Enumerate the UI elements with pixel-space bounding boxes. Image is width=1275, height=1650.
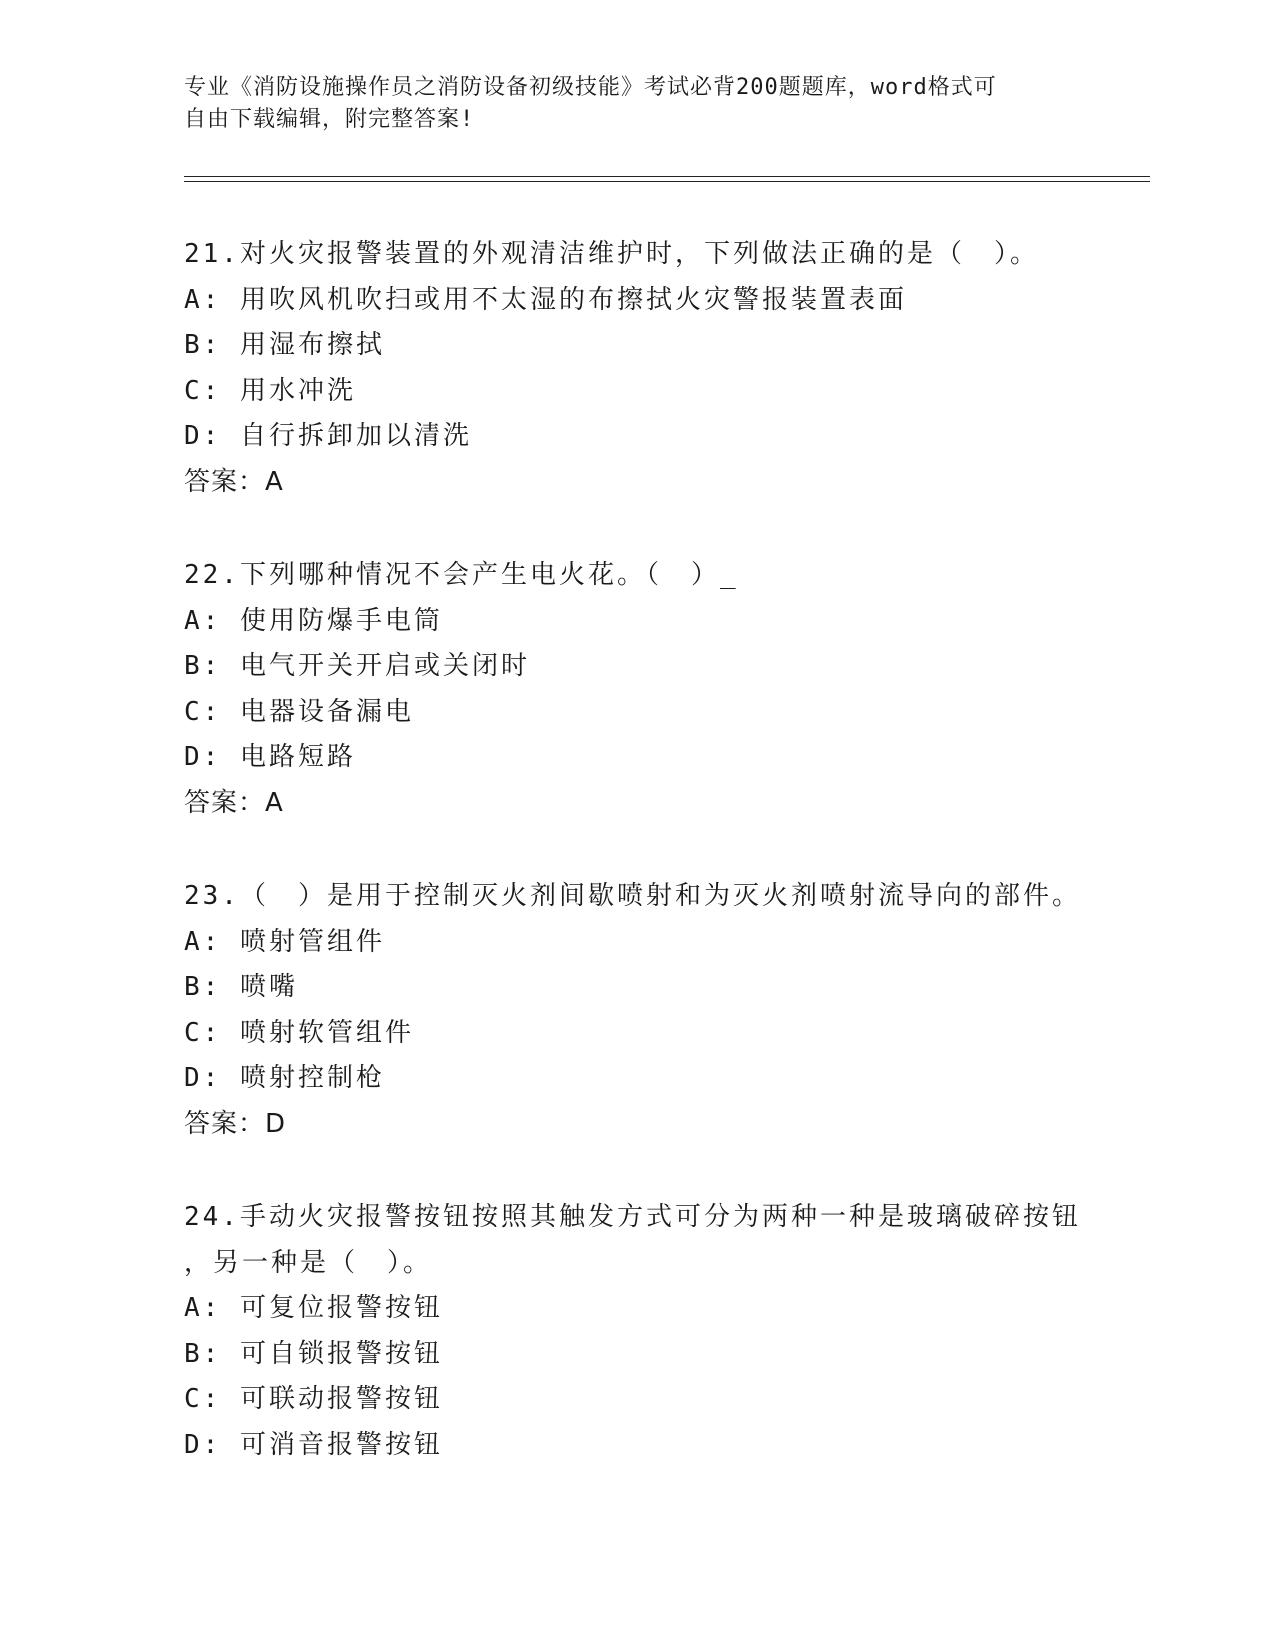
option-c: C: 电器设备漏电 xyxy=(184,696,414,727)
question-21 xyxy=(184,232,1084,505)
question-24 xyxy=(184,1195,1084,1468)
option-a: A: 使用防爆手电筒 xyxy=(184,605,443,636)
option-b: B: 喷嘴 xyxy=(184,972,298,1002)
option-d: D: 可消音报警按钮 xyxy=(184,1429,443,1460)
answer-key: 答案：D xyxy=(184,1108,287,1139)
option-b: B: 用湿布擦拭 xyxy=(184,330,385,360)
option-a: A: 可复位报警按钮 xyxy=(184,1293,443,1323)
option-c: C: 喷射软管组件 xyxy=(184,1017,414,1048)
header-line-2: 自由下载编辑，附完整答案! xyxy=(184,107,475,132)
question-stem-line-2: ，另一种是（ ）。 xyxy=(184,1247,433,1278)
question-stem: 23.（ ）是用于控制灭火剂间歇喷射和为灭火剂喷射流导向的部件。 xyxy=(184,881,1081,911)
question-stem-line-1: 24.手动火灾报警按钮按照其触发方式可分为两种一种是玻璃破碎按钮 xyxy=(184,1202,1081,1232)
header-line-1: 专业《消防设施操作员之消防设备初级技能》考试必背200题题库，word格式可 xyxy=(184,75,997,100)
question-22 xyxy=(184,553,1084,826)
question-stem: 22.下列哪种情况不会产生电火花。（ ）_ xyxy=(184,560,739,590)
answer-key: 答案：A xyxy=(184,787,284,818)
option-b: B: 可自锁报警按钮 xyxy=(184,1338,443,1369)
option-d: D: 喷射控制枪 xyxy=(184,1063,385,1093)
question-stem: 21.对火灾报警装置的外观清洁维护时，下列做法正确的是（ ）。 xyxy=(184,239,1039,269)
option-b: B: 电气开关开启或关闭时 xyxy=(184,651,530,681)
answer-key: 答案：A xyxy=(184,466,284,497)
option-d: D: 电路短路 xyxy=(184,742,356,772)
option-c: C: 用水冲洗 xyxy=(184,375,356,406)
header-divider-top xyxy=(184,176,1150,177)
header-divider-bottom xyxy=(184,181,1150,182)
document-header xyxy=(184,72,1064,136)
option-a: A: 喷射管组件 xyxy=(184,926,385,957)
option-d: D: 自行拆卸加以清洗 xyxy=(184,421,472,451)
option-c: C: 可联动报警按钮 xyxy=(184,1384,443,1414)
option-a: A: 用吹风机吹扫或用不太湿的布擦拭火灾警报装置表面 xyxy=(184,284,907,315)
question-23 xyxy=(184,874,1084,1147)
